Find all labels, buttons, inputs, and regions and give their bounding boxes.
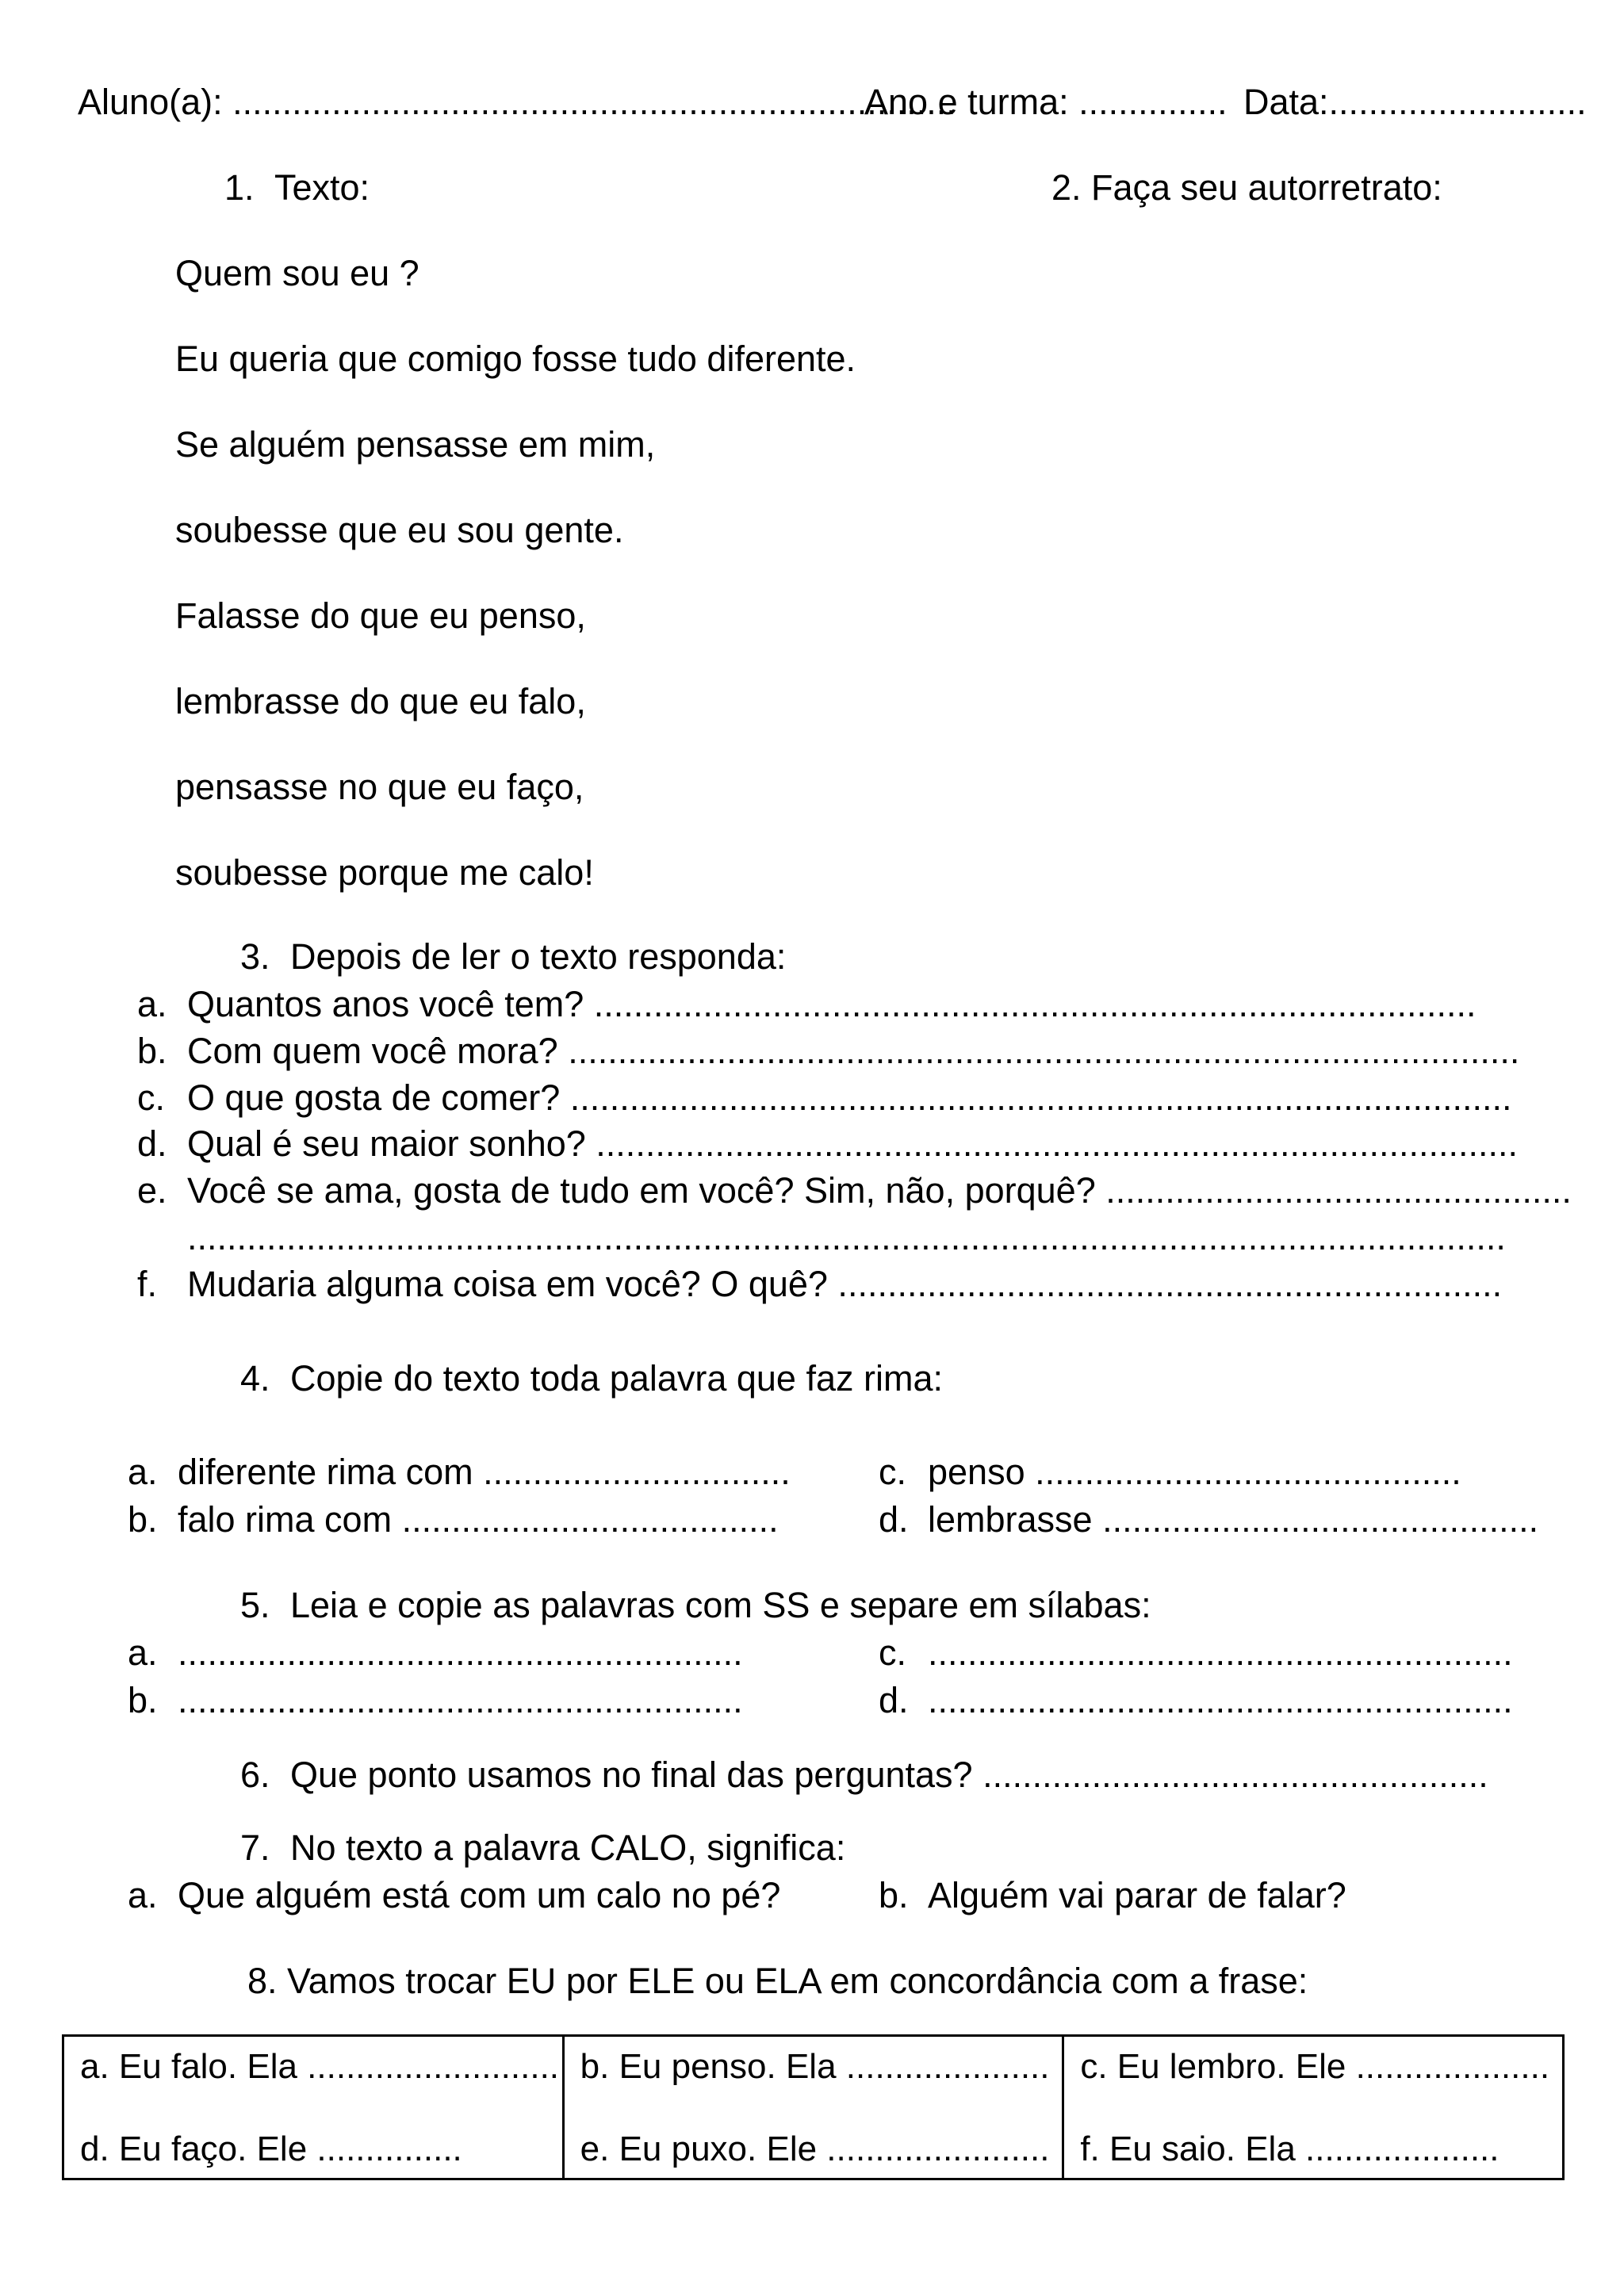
- q4-letter: d.: [879, 1499, 909, 1540]
- q8-cell: [63, 2036, 564, 2179]
- q2-heading: 2. Faça seu autorretrato:: [1051, 167, 1442, 208]
- q5-letter: c.: [879, 1632, 907, 1673]
- q3-answer-line[interactable]: Qual é seu maior sonho? .............................................................................................: [187, 1123, 1519, 1164]
- poem-line: Eu queria que comigo fosse tudo diferente.: [175, 339, 856, 379]
- q8-table: [62, 2034, 1565, 2180]
- q6-number: 6.: [240, 1755, 270, 1795]
- q8-cell: [563, 2036, 1063, 2179]
- q4-answer-line[interactable]: falo rima com ......................................: [178, 1499, 779, 1540]
- q8-item[interactable]: d. Eu faço. Ele ...............: [80, 2130, 462, 2168]
- q3-letter: b.: [137, 1031, 167, 1071]
- poem-line: pensasse no que eu faço,: [175, 767, 584, 807]
- q8-item[interactable]: b. Eu penso. Ela .....................: [580, 2047, 1050, 2086]
- year-class-field[interactable]: Ano e turma: ...............: [864, 82, 1228, 122]
- q4-answer-line[interactable]: lembrasse ............................................: [928, 1499, 1539, 1540]
- q3-letter: e.: [137, 1170, 167, 1211]
- q5-letter: a.: [128, 1632, 158, 1673]
- q5-answer-line[interactable]: .........................................................: [178, 1632, 743, 1673]
- q3-heading: Depois de ler o texto responda:: [290, 936, 787, 977]
- q8-item[interactable]: f. Eu saio. Ela ....................: [1080, 2130, 1500, 2168]
- q8-item[interactable]: c. Eu lembro. Ele ....................: [1080, 2047, 1550, 2086]
- poem-line: Falasse do que eu penso,: [175, 595, 586, 636]
- q5-number: 5.: [240, 1585, 270, 1625]
- q3-letter: d.: [137, 1123, 167, 1164]
- q5-heading: Leia e copie as palavras com SS e separe em sílabas:: [290, 1585, 1151, 1625]
- q5-answer-line[interactable]: .........................................................: [178, 1680, 743, 1720]
- q7-letter: b.: [879, 1875, 909, 1915]
- q4-answer-line[interactable]: diferente rima com ...............................: [178, 1452, 791, 1492]
- q4-answer-line[interactable]: penso ...........................................: [928, 1452, 1461, 1492]
- q5-letter: b.: [128, 1680, 158, 1720]
- q8-cell: [1063, 2036, 1564, 2179]
- poem-line: soubesse porque me calo!: [175, 852, 594, 893]
- poem-line: Se alguém pensasse em mim,: [175, 424, 656, 465]
- poem-line: lembrasse do que eu falo,: [175, 681, 586, 721]
- date-field[interactable]: Data:..........................: [1243, 82, 1587, 122]
- q6-question[interactable]: Que ponto usamos no final das perguntas? ...................................................: [290, 1755, 1488, 1795]
- q7-number: 7.: [240, 1827, 270, 1868]
- q4-number: 4.: [240, 1358, 270, 1399]
- q7-letter: a.: [128, 1875, 158, 1915]
- q4-heading: Copie do texto toda palavra que faz rima:: [290, 1358, 943, 1399]
- q4-letter: a.: [128, 1452, 158, 1492]
- q7-heading: No texto a palavra CALO, significa:: [290, 1827, 846, 1868]
- q5-letter: d.: [879, 1680, 909, 1720]
- q4-letter: c.: [879, 1452, 907, 1492]
- q7-option-b[interactable]: Alguém vai parar de falar?: [928, 1875, 1346, 1915]
- student-name-field[interactable]: Aluno(a): .........................................................................: [78, 82, 956, 122]
- q3-letter: f.: [137, 1264, 158, 1304]
- q8-item[interactable]: e. Eu puxo. Ele .......................: [580, 2130, 1050, 2168]
- poem-line: soubesse que eu sou gente.: [175, 510, 624, 550]
- q3-number: 3.: [240, 936, 270, 977]
- q3-answer-line[interactable]: Quantos anos você tem? .........................................................................................: [187, 984, 1477, 1024]
- q5-answer-line[interactable]: ...........................................................: [928, 1680, 1513, 1720]
- poem-title: Quem sou eu ?: [175, 253, 419, 293]
- q3-answer-line[interactable]: Mudaria alguma coisa em você? O quê? ...................................................................: [187, 1264, 1503, 1304]
- q3-answer-line[interactable]: .....................................................................................................................................: [187, 1217, 1506, 1257]
- q5-answer-line[interactable]: ...........................................................: [928, 1632, 1513, 1673]
- q1-heading: Texto:: [274, 167, 370, 208]
- q8-heading: 8. Vamos trocar EU por ELE ou ELA em concordância com a frase:: [247, 1961, 1308, 2001]
- q8-item[interactable]: a. Eu falo. Ela ..........................: [80, 2047, 560, 2086]
- q3-answer-line[interactable]: Com quem você mora? ................................................................................................: [187, 1031, 1520, 1071]
- q3-answer-line[interactable]: Você se ama, gosta de tudo em você? Sim, não, porquê? ...............................................: [187, 1170, 1572, 1211]
- q3-answer-line[interactable]: O que gosta de comer? ...............................................................................................: [187, 1077, 1512, 1118]
- q3-letter: a.: [137, 984, 167, 1024]
- q7-option-a[interactable]: Que alguém está com um calo no pé?: [178, 1875, 781, 1915]
- q4-letter: b.: [128, 1499, 158, 1540]
- q3-letter: c.: [137, 1077, 166, 1118]
- q1-number: 1.: [224, 167, 255, 208]
